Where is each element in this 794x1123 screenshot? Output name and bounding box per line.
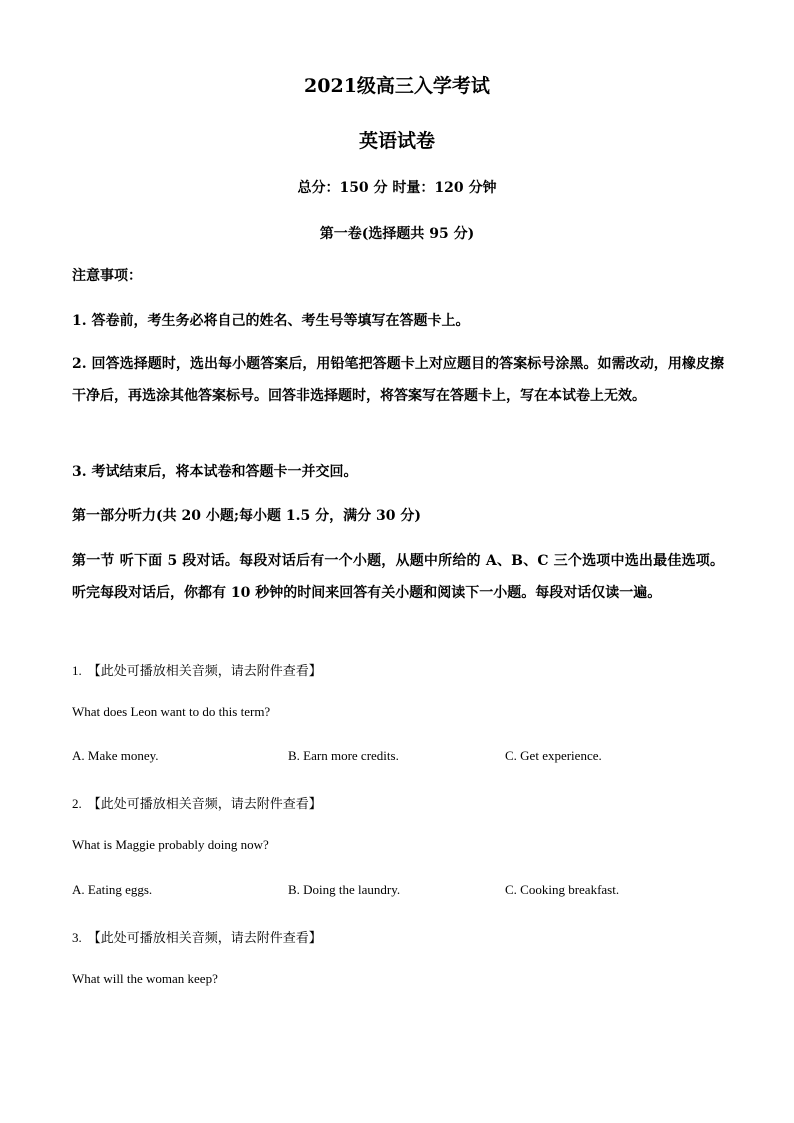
volume-heading: 第一卷(选择题共 95 分) — [319, 226, 475, 242]
score-time-info: 总分：150 分 时量：120 分钟 — [297, 180, 497, 196]
question-2-option-c: C. Cooking breakfast. — [505, 882, 620, 897]
question-1-option-b: B. Earn more credits. — [288, 748, 399, 763]
part1-heading: 第一部分听力(共 20 小题;每小题 1.5 分，满分 30 分) — [72, 508, 421, 524]
question-number: 2. — [72, 796, 82, 811]
question-3-text: What will the woman keep? — [72, 971, 218, 986]
audio-note: 【此处可播放相关音频，请去附件查看】 — [87, 931, 322, 946]
question-1-audio[interactable] — [72, 660, 322, 679]
audio-note: 【此处可播放相关音频，请去附件查看】 — [87, 664, 322, 679]
notes-item-2: 2. 回答选择题时，选出每小题答案后，用铅笔把答题卡上对应题目的答案标号涂黑。如需改动，用橡皮擦干净后，再选涂其他答案标号。回答非选择题时，将答案写在答题卡上，写在本试卷上无效。 — [72, 356, 724, 404]
question-2-text: What is Maggie probably doing now? — [72, 837, 269, 852]
question-number: 3. — [72, 930, 82, 945]
question-number: 1. — [72, 663, 82, 678]
exam-subtitle: 英语试卷 — [358, 130, 435, 152]
question-2-option-a: A. Eating eggs. — [72, 882, 153, 897]
audio-note: 【此处可播放相关音频，请去附件查看】 — [87, 797, 322, 812]
section1-instructions: 第一节 听下面 5 段对话。每段对话后有一个小题，从题中所给的 A、B、C 三个选项中选出最佳选项。听完每段对话后，你都有 10 秒钟的时间来回答有关小题和阅读下一小题。每段对话仅读一遍。 — [72, 553, 724, 601]
question-1-text: What does Leon want to do this term? — [72, 704, 271, 719]
notes-heading: 注意事项： — [72, 268, 142, 284]
exam-title: 2021级高三入学考试 — [304, 75, 490, 97]
question-2-option-b: B. Doing the laundry. — [288, 882, 401, 897]
question-1-option-c: C. Get experience. — [505, 748, 602, 763]
notes-item-1: 1. 答卷前，考生务必将自己的姓名、考生号等填写在答题卡上。 — [72, 313, 470, 329]
notes-item-3: 3. 考试结束后，将本试卷和答题卡一并交回。 — [72, 464, 358, 480]
question-1-option-a: A. Make money. — [72, 748, 159, 763]
question-2-audio[interactable] — [72, 793, 322, 812]
question-3-audio[interactable] — [72, 927, 322, 946]
